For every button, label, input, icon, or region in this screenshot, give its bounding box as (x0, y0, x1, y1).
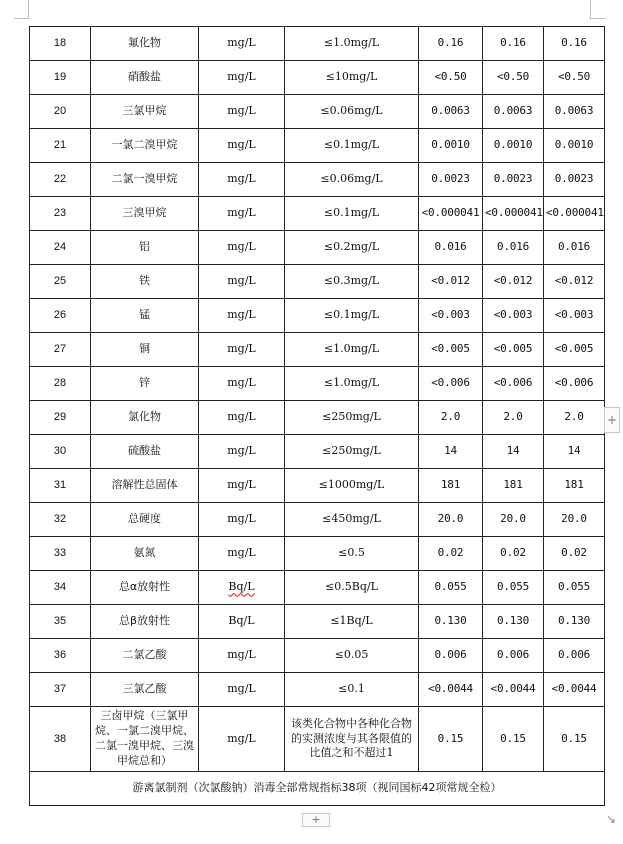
cell-no: 30 (30, 435, 91, 469)
cell-unit: mg/L (199, 401, 285, 435)
cell-result-1: 14 (419, 435, 483, 469)
cell-item-name: 锰 (91, 299, 199, 333)
table-row-36 (30, 639, 605, 673)
cell-result-1: <0.000041 (419, 197, 483, 231)
cell-limit: ≤0.2mg/L (285, 231, 419, 265)
cell-result-3: <0.000041 (544, 197, 605, 231)
cell-result-2: 0.02 (483, 537, 544, 571)
cell-item-name: 铝 (91, 231, 199, 265)
cell-result-1: <0.0044 (419, 673, 483, 707)
table-row-24 (30, 231, 605, 265)
cell-result-3: <0.0044 (544, 673, 605, 707)
cell-limit: ≤1Bq/L (285, 605, 419, 639)
cell-result-3: 181 (544, 469, 605, 503)
cell-no: 29 (30, 401, 91, 435)
cell-result-1: <0.003 (419, 299, 483, 333)
cell-limit: ≤0.1 (285, 673, 419, 707)
cell-result-2: 0.0063 (483, 95, 544, 129)
cell-result-1: 0.055 (419, 571, 483, 605)
cell-item-name: 铁 (91, 265, 199, 299)
cell-result-3: 0.16 (544, 27, 605, 61)
table-row-20 (30, 95, 605, 129)
table-resize-icon[interactable]: ↘ (605, 812, 617, 826)
cell-result-2: 0.055 (483, 571, 544, 605)
cell-result-3: 0.0023 (544, 163, 605, 197)
cell-limit: ≤250mg/L (285, 401, 419, 435)
cell-result-1: <0.50 (419, 61, 483, 95)
cell-no: 19 (30, 61, 91, 95)
table-row-19 (30, 61, 605, 95)
cell-unit: mg/L (199, 27, 285, 61)
cell-result-3: 0.15 (544, 707, 605, 772)
cell-limit: ≤1.0mg/L (285, 333, 419, 367)
table-row-31 (30, 469, 605, 503)
cell-result-3: <0.006 (544, 367, 605, 401)
cell-no: 32 (30, 503, 91, 537)
cell-result-2: <0.0044 (483, 673, 544, 707)
cell-result-3: 0.130 (544, 605, 605, 639)
cell-result-3: 0.02 (544, 537, 605, 571)
cell-item-name: 二氯一溴甲烷 (91, 163, 199, 197)
cell-limit: ≤0.06mg/L (285, 163, 419, 197)
table-footer-row (30, 772, 605, 806)
cell-result-3: 0.006 (544, 639, 605, 673)
cell-no: 33 (30, 537, 91, 571)
cell-item-name: 三氯甲烷 (91, 95, 199, 129)
table-row-37 (30, 673, 605, 707)
cell-unit: mg/L (199, 503, 285, 537)
table-row-29 (30, 401, 605, 435)
cell-unit: mg/L (199, 639, 285, 673)
cell-unit: mg/L (199, 163, 285, 197)
cell-result-2: <0.005 (483, 333, 544, 367)
cell-unit: mg/L (199, 469, 285, 503)
cell-limit: ≤1.0mg/L (285, 27, 419, 61)
cell-result-1: 2.0 (419, 401, 483, 435)
cell-item-name: 一氯二溴甲烷 (91, 129, 199, 163)
cell-unit: mg/L (199, 333, 285, 367)
cell-result-3: 0.0063 (544, 95, 605, 129)
cell-item-name: 三卤甲烷（三氯甲烷、一氯二溴甲烷、二氯一溴甲烷、三溴甲烷总和） (91, 707, 199, 772)
cell-result-3: 20.0 (544, 503, 605, 537)
cell-item-name: 锌 (91, 367, 199, 401)
cell-no: 37 (30, 673, 91, 707)
cell-result-2: 20.0 (483, 503, 544, 537)
table-row-28 (30, 367, 605, 401)
cell-result-1: 0.0063 (419, 95, 483, 129)
cell-unit: mg/L (199, 231, 285, 265)
cell-result-1: 0.02 (419, 537, 483, 571)
table-row-26 (30, 299, 605, 333)
cell-result-1: <0.012 (419, 265, 483, 299)
cell-unit (199, 571, 285, 605)
cell-result-2: 181 (483, 469, 544, 503)
cell-no: 22 (30, 163, 91, 197)
cell-result-1: 0.016 (419, 231, 483, 265)
cell-limit: ≤1000mg/L (285, 469, 419, 503)
cell-result-2: <0.003 (483, 299, 544, 333)
cell-unit: mg/L (199, 299, 285, 333)
cell-unit: mg/L (199, 95, 285, 129)
cell-unit: mg/L (199, 537, 285, 571)
table-row-38 (30, 707, 605, 772)
cell-limit: ≤250mg/L (285, 435, 419, 469)
cell-no: 24 (30, 231, 91, 265)
cell-unit: mg/L (199, 197, 285, 231)
cell-item-name: 总α放射性 (91, 571, 199, 605)
cell-no: 25 (30, 265, 91, 299)
page-corner-mark-right (590, 0, 605, 19)
water-quality-table (29, 26, 605, 806)
cell-no: 23 (30, 197, 91, 231)
cell-item-name: 总硬度 (91, 503, 199, 537)
cell-result-2: 0.16 (483, 27, 544, 61)
cell-result-1: 0.0023 (419, 163, 483, 197)
table-body (30, 27, 605, 806)
cell-no: 18 (30, 27, 91, 61)
table-row-21 (30, 129, 605, 163)
cell-item-name: 氟化物 (91, 27, 199, 61)
table-row-23 (30, 197, 605, 231)
add-row-plus-icon[interactable]: + (302, 813, 330, 827)
cell-no: 35 (30, 605, 91, 639)
cell-unit: mg/L (199, 673, 285, 707)
cell-limit: 该类化合物中各种化合物的实测浓度与其各限值的比值之和不超过1 (285, 707, 419, 772)
table-row-32 (30, 503, 605, 537)
cell-result-2: 0.0010 (483, 129, 544, 163)
cell-no: 20 (30, 95, 91, 129)
cell-result-3: 14 (544, 435, 605, 469)
cell-result-2: 0.15 (483, 707, 544, 772)
cell-result-2: 0.006 (483, 639, 544, 673)
cell-item-name: 总β放射性 (91, 605, 199, 639)
cell-no: 21 (30, 129, 91, 163)
cell-limit: ≤0.1mg/L (285, 197, 419, 231)
cell-item-name: 氨氮 (91, 537, 199, 571)
cell-unit: mg/L (199, 61, 285, 95)
cell-result-3: 2.0 (544, 401, 605, 435)
cell-limit: ≤0.3mg/L (285, 265, 419, 299)
cell-item-name: 溶解性总固体 (91, 469, 199, 503)
cell-limit: ≤0.06mg/L (285, 95, 419, 129)
cell-item-name: 硝酸盐 (91, 61, 199, 95)
cell-no: 28 (30, 367, 91, 401)
table-row-22 (30, 163, 605, 197)
cell-result-1: 0.16 (419, 27, 483, 61)
cell-limit: ≤0.1mg/L (285, 299, 419, 333)
cell-result-3: 0.055 (544, 571, 605, 605)
cell-result-1: 20.0 (419, 503, 483, 537)
cell-result-2: 0.016 (483, 231, 544, 265)
cell-result-2: 14 (483, 435, 544, 469)
cell-result-2: <0.000041 (483, 197, 544, 231)
cell-item-name: 三氯乙酸 (91, 673, 199, 707)
cell-limit: ≤0.1mg/L (285, 129, 419, 163)
cell-limit: ≤450mg/L (285, 503, 419, 537)
cell-unit: mg/L (199, 707, 285, 772)
cell-limit: ≤1.0mg/L (285, 367, 419, 401)
cell-item-name: 氯化物 (91, 401, 199, 435)
cell-result-3: <0.003 (544, 299, 605, 333)
cell-result-3: <0.50 (544, 61, 605, 95)
cell-result-1: 0.0010 (419, 129, 483, 163)
cell-no: 34 (30, 571, 91, 605)
cell-unit: mg/L (199, 435, 285, 469)
cell-no: 27 (30, 333, 91, 367)
cell-result-2: <0.006 (483, 367, 544, 401)
cell-result-2: <0.012 (483, 265, 544, 299)
cell-no: 36 (30, 639, 91, 673)
cell-item-name: 二氯乙酸 (91, 639, 199, 673)
cell-no: 31 (30, 469, 91, 503)
cell-result-1: <0.005 (419, 333, 483, 367)
table-row-18 (30, 27, 605, 61)
cell-unit: Bq/L (199, 605, 285, 639)
cell-result-3: <0.012 (544, 265, 605, 299)
cell-item-name: 硫酸盐 (91, 435, 199, 469)
add-column-plus-icon[interactable]: + (604, 407, 620, 433)
table-row-33 (30, 537, 605, 571)
cell-result-2: 0.130 (483, 605, 544, 639)
cell-limit: ≤0.5Bq/L (285, 571, 419, 605)
cell-result-1: 181 (419, 469, 483, 503)
cell-result-1: 0.15 (419, 707, 483, 772)
table-row-34 (30, 571, 605, 605)
table-row-35 (30, 605, 605, 639)
cell-unit: mg/L (199, 367, 285, 401)
cell-unit: mg/L (199, 265, 285, 299)
cell-result-2: 0.0023 (483, 163, 544, 197)
cell-result-1: <0.006 (419, 367, 483, 401)
table-row-30 (30, 435, 605, 469)
cell-unit: mg/L (199, 129, 285, 163)
cell-result-1: 0.130 (419, 605, 483, 639)
cell-limit: ≤0.5 (285, 537, 419, 571)
cell-result-3: <0.005 (544, 333, 605, 367)
table-row-27 (30, 333, 605, 367)
spellcheck-unit: Bq/L (228, 580, 255, 594)
cell-item-name: 铜 (91, 333, 199, 367)
cell-result-1: 0.006 (419, 639, 483, 673)
table-row-25 (30, 265, 605, 299)
cell-item-name: 三溴甲烷 (91, 197, 199, 231)
cell-result-2: <0.50 (483, 61, 544, 95)
page-corner-mark-left (14, 0, 29, 19)
cell-result-3: 0.016 (544, 231, 605, 265)
cell-limit: ≤10mg/L (285, 61, 419, 95)
cell-no: 38 (30, 707, 91, 772)
cell-limit: ≤0.05 (285, 639, 419, 673)
table-footer-note: 游离氯制剂（次氯酸钠）消毒全部常规指标38项（视同国标42项常规全检） (30, 772, 605, 806)
cell-no: 26 (30, 299, 91, 333)
cell-result-2: 2.0 (483, 401, 544, 435)
cell-result-3: 0.0010 (544, 129, 605, 163)
